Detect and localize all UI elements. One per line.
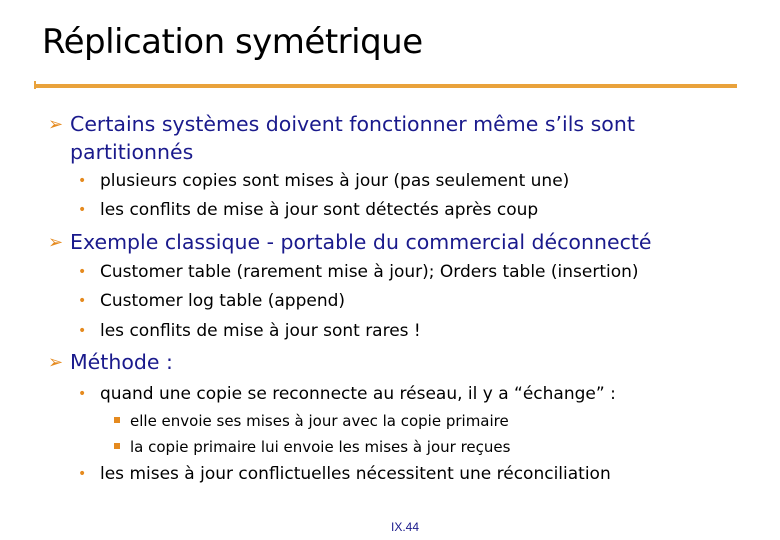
bullet-section-1-text: Certains systèmes doivent fonctionner même s’ils sont (70, 112, 635, 136)
arrow-bullet-icon: ➢ (48, 232, 64, 253)
list-item-text: plusieurs copies sont mises à jour (pas seulement une) (100, 171, 570, 191)
dot-bullet-icon: • (78, 173, 87, 189)
dot-bullet-icon: • (78, 386, 87, 402)
list-item-text: les conflits de mise à jour sont rares ! (100, 321, 421, 341)
page-number: IX.44 (391, 520, 420, 534)
title-divider (34, 84, 737, 88)
list-item-text: quand une copie se reconnecte au réseau, il y a “échange” : (100, 384, 616, 404)
sub-list-item-text: la copie primaire lui envoie les mises à jour reçues (130, 438, 511, 456)
dot-bullet-icon: • (78, 202, 87, 218)
bullet-section-2-text: Exemple classique - portable du commercial déconnecté (70, 230, 652, 254)
dot-bullet-icon: • (78, 466, 87, 482)
list-item-text: les mises à jour conflictuelles nécessitent une réconciliation (100, 464, 611, 484)
arrow-bullet-icon: ➢ (48, 352, 64, 373)
square-bullet-icon (114, 417, 120, 423)
dot-bullet-icon: • (78, 293, 87, 309)
slide-title: Réplication symétrique (42, 22, 423, 62)
dot-bullet-icon: • (78, 323, 87, 339)
list-item-text: Customer log table (append) (100, 291, 346, 311)
arrow-bullet-icon: ➢ (48, 114, 64, 135)
square-bullet-icon (114, 443, 120, 449)
sub-list-item-text: elle envoie ses mises à jour avec la copie primaire (130, 412, 509, 430)
list-item-text: Customer table (rarement mise à jour); Orders table (insertion) (100, 262, 639, 282)
bullet-section-3-text: Méthode : (70, 350, 173, 374)
bullet-section-1-text-cont: partitionnés (70, 140, 194, 164)
list-item-text: les conflits de mise à jour sont détectés après coup (100, 200, 539, 220)
dot-bullet-icon: • (78, 264, 87, 280)
